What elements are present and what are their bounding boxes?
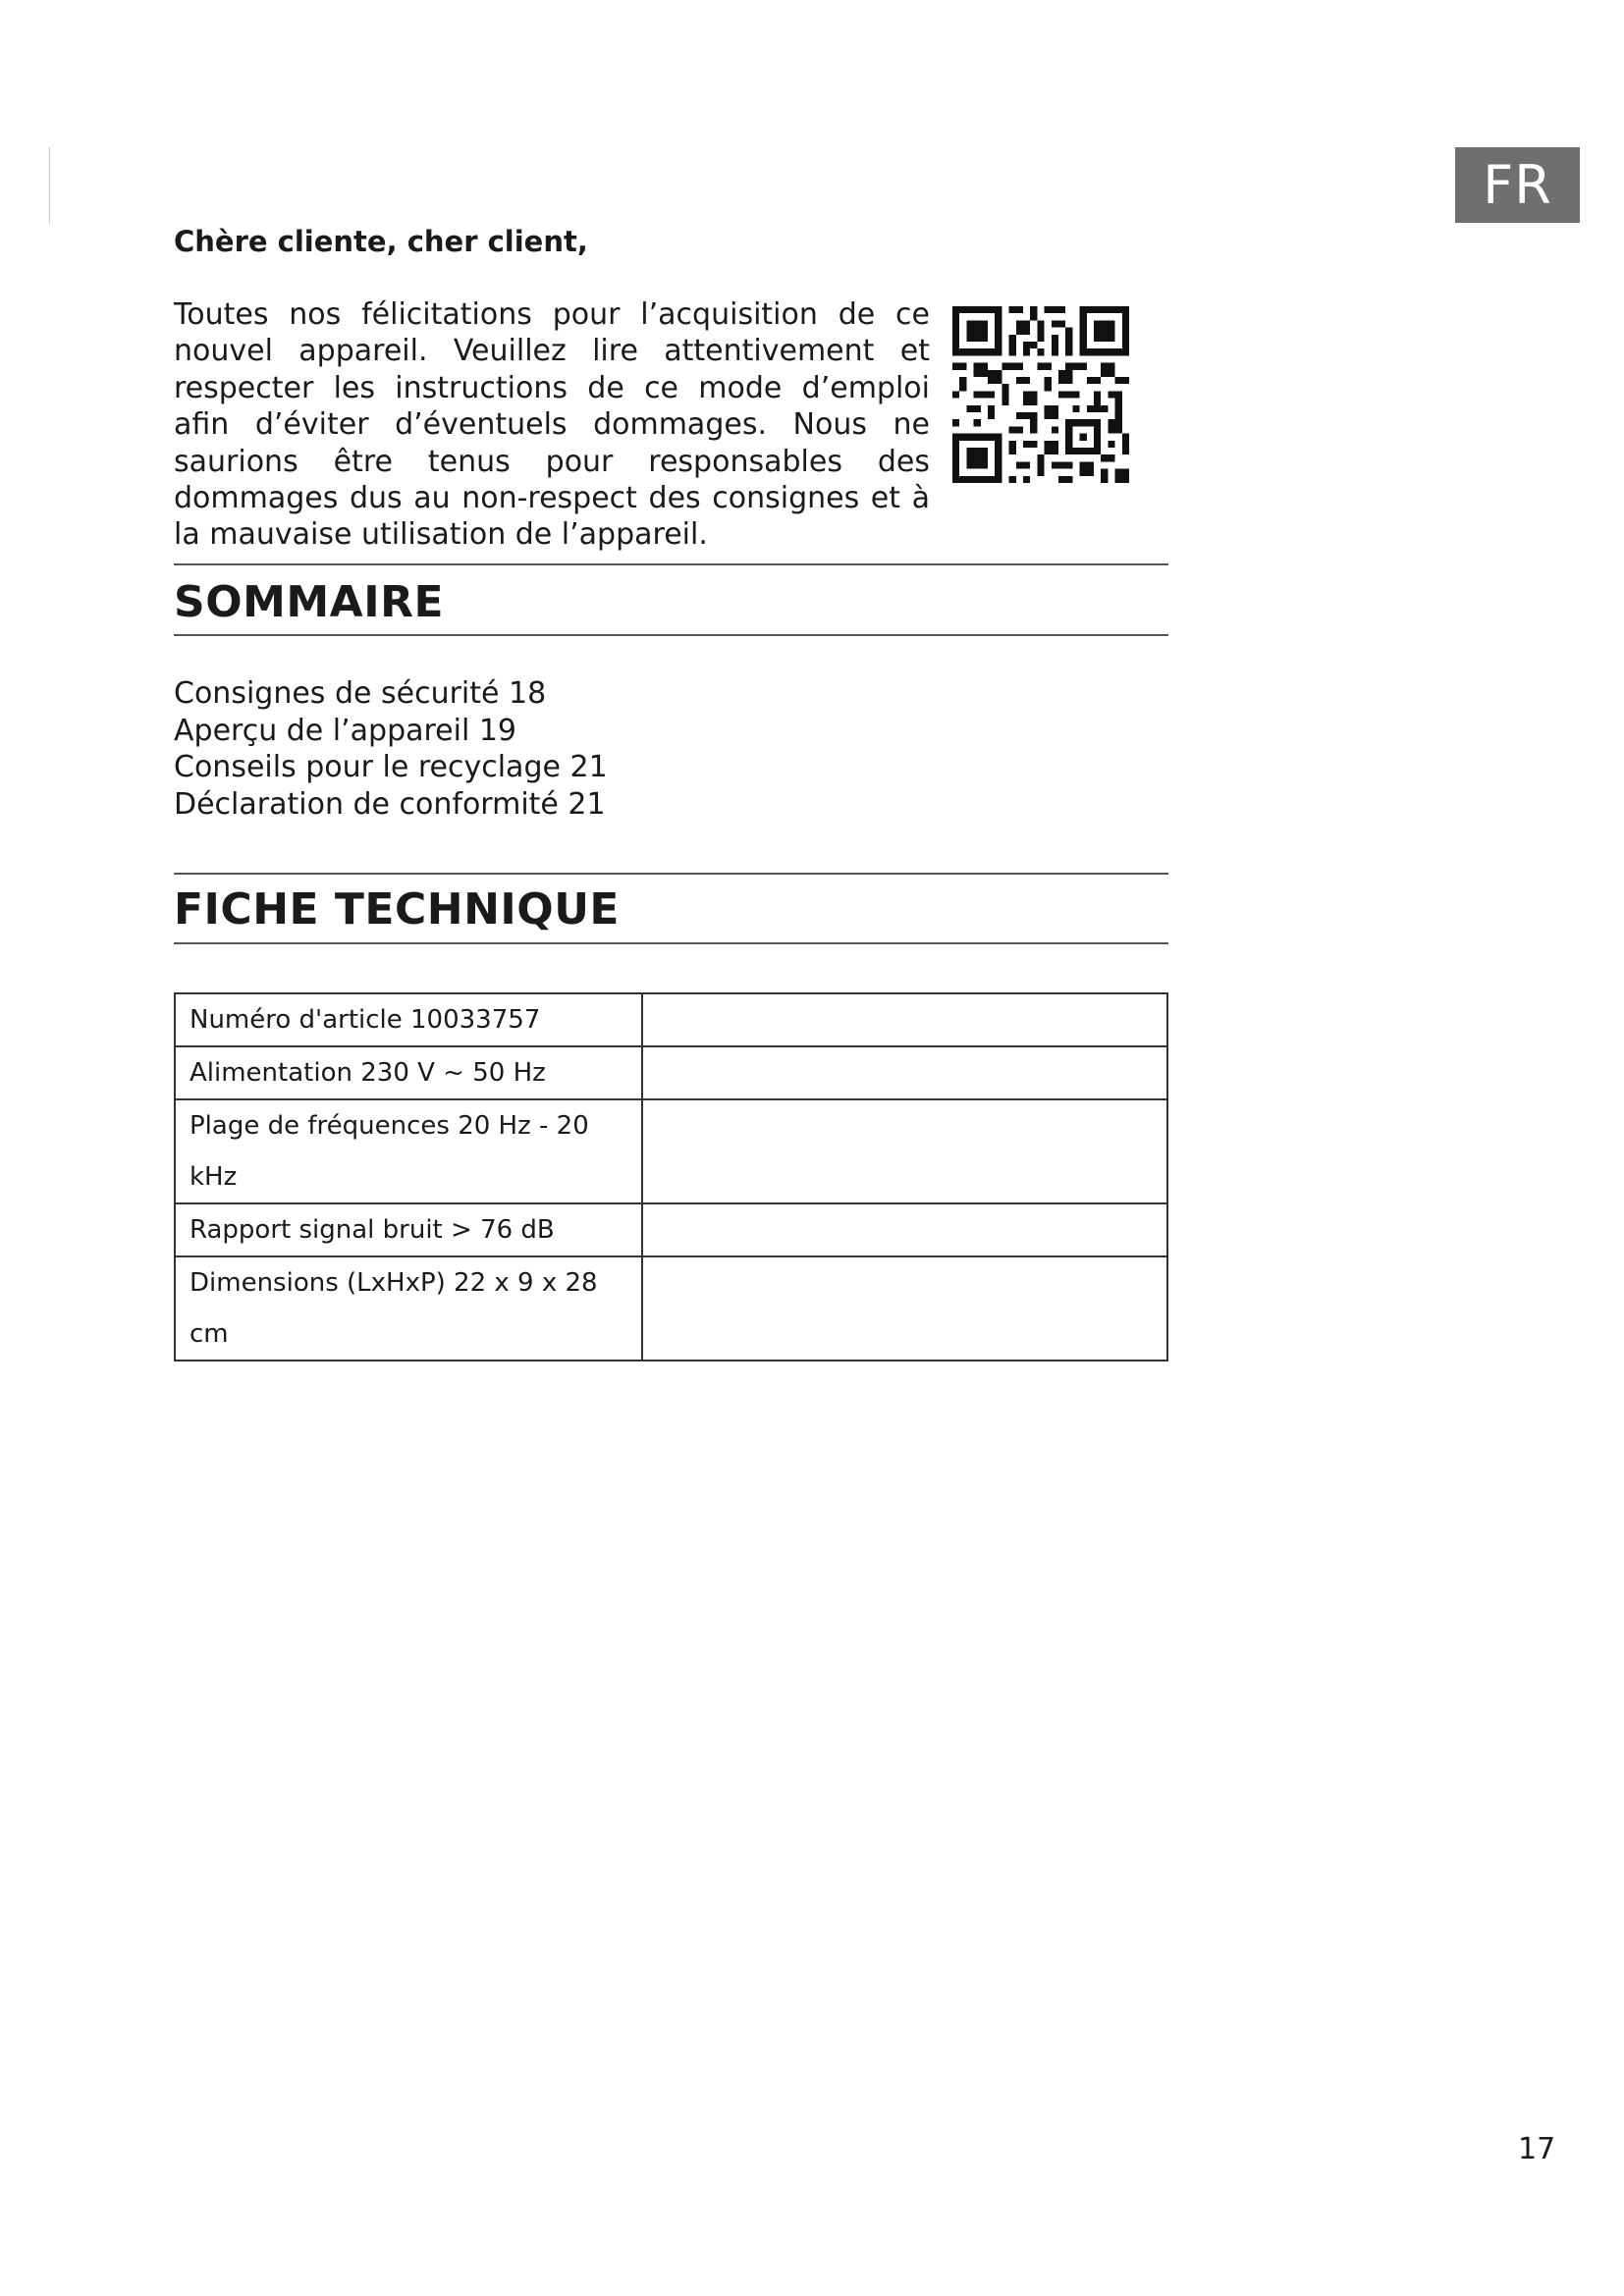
summary-title: SOMMAIRE bbox=[174, 577, 445, 627]
toc-item: Conseils pour le recyclage 21 bbox=[174, 750, 608, 784]
spec-cell: Dimensions (LxHxP) 22 x 9 x 28 cm bbox=[175, 1256, 642, 1361]
summary-top-rule bbox=[174, 563, 1168, 565]
toc-item: Déclaration de conformité 21 bbox=[174, 786, 606, 822]
specs-top-rule bbox=[174, 873, 1168, 875]
page-number: 17 bbox=[1518, 2132, 1556, 2166]
spec-empty-cell bbox=[642, 1046, 1168, 1099]
qr-code-icon bbox=[952, 306, 1129, 483]
page-edge-line bbox=[49, 147, 50, 224]
toc-item: Aperçu de l’appareil 19 bbox=[174, 713, 517, 748]
language-tab: FR bbox=[1455, 147, 1580, 223]
specs-bottom-rule bbox=[174, 942, 1168, 944]
spec-empty-cell bbox=[642, 1099, 1168, 1203]
spec-empty-cell bbox=[642, 993, 1168, 1046]
spec-cell: Rapport signal bruit > 76 dB bbox=[175, 1203, 642, 1256]
spec-empty-cell bbox=[642, 1256, 1168, 1361]
table-row bbox=[175, 1256, 1167, 1361]
table-row bbox=[175, 1046, 1167, 1099]
table-row bbox=[175, 1099, 1167, 1203]
spec-cell: Alimentation 230 V ~ 50 Hz bbox=[175, 1046, 642, 1099]
toc-item: Consignes de sécurité 18 bbox=[174, 676, 547, 711]
table-row bbox=[175, 1203, 1167, 1256]
table-of-contents bbox=[174, 675, 608, 823]
spec-cell: Plage de fréquences 20 Hz - 20 kHz bbox=[175, 1099, 642, 1203]
intro-paragraph: Toutes nos félicitations pour l’acquisition de ce nouvel appareil. Veuillez lire attentivement et respecter les instructions de ce mode d’emploi afin d’éviter d’éventuels dommages. Nous ne saurions être tenus pour responsables des dommages dus au non-respect des consignes et à la mauvaise utilisation de l’appareil. bbox=[174, 297, 930, 553]
specs-title: FICHE TECHNIQUE bbox=[174, 884, 620, 934]
spec-empty-cell bbox=[642, 1203, 1168, 1256]
summary-bottom-rule bbox=[174, 634, 1168, 636]
table-row bbox=[175, 993, 1167, 1046]
greeting: Chère cliente, cher client, bbox=[174, 225, 588, 258]
spec-cell: Numéro d'article 10033757 bbox=[175, 993, 642, 1046]
spec-table bbox=[174, 992, 1168, 1362]
